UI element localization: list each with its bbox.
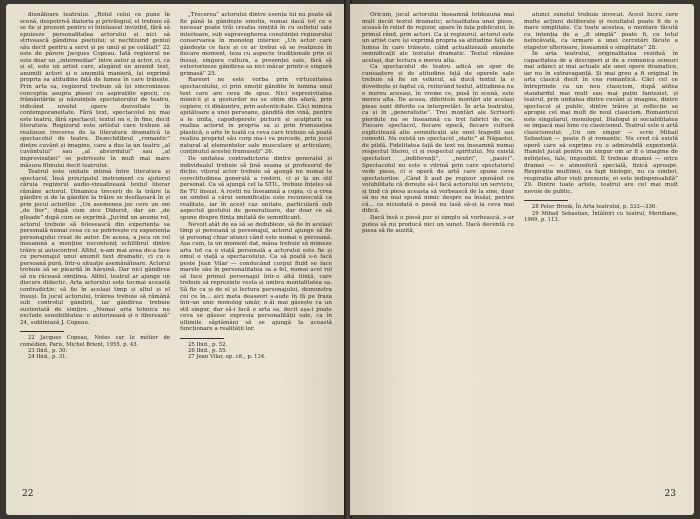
- paragraph: diunăfoare teatrului. „Rolul celui ce pune în scenă, despotrivă diatoria și privilegiul, el trebuie să se fie și prezent pentru ei înteleasul invizibil, fără să epuizeze personalitatea actorului și nici să strivească gândirea poetului; și nechtiuind geniul său decit pentru a servi și pe unul și pe celălalt” 22 este de părere Jacques Copeau. Iată regizorul ne este doar un „intermediar” între autor și actor, ci, ca și el, este un artist care, alegând un anumit text, anumiti actori și o anumită manieră, își exprimă propria sa atitudine față de lumea în care trăiește. Prin arta sa, regizorul trebuie să își sincronizeze conceptia asupra piesei cu aspirațiile epocii, cu frământările și năzuințele spectatorului de teatru, ridicând nivelul opere dezvoltate în contemporaneitate. Fără text, spectacolul nu mai este teatru, fără spectacol, textul nu e, în fine, decit literatura. Regizorul este artistul care trebuie să realizeze trecerea de la literatura dramatică la spectacolul de teatru. Dezechilibrul „romantic” dintre cuvânt și imagine, care a dus la un teatru „al cuvântului” sau „al absurdului” sau „al improvizației” se potriveste în mult mai mare măsura filmului decit teatrului.: [20, 12, 170, 169]
- footnote-rule: [20, 331, 64, 332]
- right-page-column-2: [524, 12, 678, 223]
- paragraph: Dacă însă o piesă pur și simplu să vorbească, s-ar putea să nu producă nici un sunet. Dacă decentă cu piesa să fie auzită,: [362, 214, 514, 235]
- footnote: 24 Ibid., p. 31.: [28, 354, 68, 361]
- left-page-column-1: [20, 12, 170, 360]
- footnote: 28 Peter Brook, În Arta teatrului, p. 333—336.: [532, 204, 657, 211]
- paragraph: Rareori ne este vorba prin virtuozitatea spectacolului, ci prin emoții gândite în lumina unui text care are ceva de spus. Nici expresivitatea mimicii și a gesturilor nu se obțin din afară, prin copiere, ci dinăuntru, prin autenticitate. Căci mimica ajutătoare a unei persoane, gândită din vină, pentru a le imita, capodoperele picturii și sculpturii va realiza actorul în propria sa și prin frumusețea plastică, o arte în toată ca ceva care trebuie să poată realiza propriul său corp ma-i va purcede, prin jocul natural al elementelor sale musculare și articulare, conținutul acestei frumuseți” 26.: [180, 77, 332, 156]
- footnote: 26 Ibid., p. 55.: [188, 348, 228, 355]
- footnote: 23 Ibid., p. 30.: [28, 347, 68, 354]
- right-page: [350, 4, 694, 515]
- paragraph: Nevoit atât de ea să se dedubleze, să fie în același timp și persoană și personajul, actorul ajunge să fie și personaj chiar atunci când este numai o persoană. Așa cum, la un moment dat, mâna trebuie să mimeze arta tot ca o viață personală a actorului este fie și omul o viață a spectacolului. Ca să poată s-o facă peste Jean Vilar — conducând corpul fluid se face marele său în personalitatea sa a fel, numai acel rol să face primul personajul într-o altă ființă, care trebuie să reprezinte vesta și umbra mentalitatea sa. Să fie ca și de el și lectura personajului, demonstra cei ce în... aici meta deaseori s-aude în fă pe fraza într-un unic monolog umăr, n-ăi mai găsește ca un stil singur, dar să-i facă o arta sa, decit așa-i poate ceva se găsesc expresia personalității sale, ca în ultimile săptămâni să se ajungă la această funcționare a realității lor.: [180, 221, 332, 333]
- footnote: 27 Jean Vilar, op. cit., p. 134.: [188, 354, 266, 361]
- left-page: [6, 4, 346, 515]
- footnote: 22 Jacques Copeau, Notes sur le métier de comédien, Paris, Michel Brient, 1955, p. 43.: [20, 335, 170, 348]
- page-number: 23: [664, 489, 676, 499]
- page-number: 22: [22, 489, 34, 499]
- left-page-column-2: [180, 12, 332, 361]
- footnote: 29 Mihail Sebastian, Întâlniri cu teatrul, Meridiane, 1969, p. 113.: [524, 210, 678, 223]
- paragraph: De unitatea contradictorie dintre generalul și individualul trebuie să țină seama și profesorul de dicție; vițorul actor trebuie să ajungă nu numai la corectitudinea generală a rostirii, ci și la un stil personal. Ca să ajungă cel la STIL, trebuie înțeles să fie TU însuși. A rostii nu înseamnă a copia, ci a crea un simbol a cărui semnificație este recunoscută ca realitate, iar în acest caz unitate, particulară sub aspectul gestului de generalizare, dar doar ce să spune despre ființa imitată de semnificant.: [180, 156, 332, 221]
- paragraph: Oricum, jocul actorului înseamnă totdeauna mai mult decât textul dramatic; actualitatea unei piese, scoasă în relief de regizor, apare în fața publicului, în primul rând, prin actori. Ca și regizorul, actorul este un artist care își exprimă propria sa atitudine față de lumea în care trăiește, când actualizează anumite semnificații ale textului dramatic. Textul rămâne același, dar lectura e mereu alta.: [362, 12, 514, 64]
- right-page-column-1: [362, 12, 514, 235]
- footnote: 25 Ibid., p. 52.: [188, 341, 228, 348]
- paragraph: Ca spectacolul de teatru adică un spor de cunoaștere și de atitudine față de operele sale trebuie să fie un vehicul, să ducă textul la o dovedește și faptul că, reiterând textul, atitudinea nu e mereu aceeași, în vreme ce, pusă în scenă, este mereu alta. De aceea, diferitele montări ale același piese sunt diferite ca interpretări. În arta teatrului, ca și în „generalistie”. Trei montări ale Scrisorii pierdute nu se înseamnă cu trei fabrici de cie. Fiecare spectacol, fiecare epocă, fiecare cultură explicitează alte semnificații ale unei tragedii sau comedii. Nu există un spectacol „static” al Năpastei, de pildă. Fidelitatea față de text nu înseamnă numai respectul literei, ci și respectul spiritului. Nu există spectatori „indiferenți”, „neutri”, „pasivi”. Spectacolul nu este o vitrină prin care spectatorul vede piesa, ci o operă de artă care spune ceva spectatorilor. „Când îl aud pe regizor spunând cu volubilitate că dorește să-i facă actorului un serviciu, și tind că piesa aceasta să vorbească de la sine, doar să nu ne mai spună nimic despre ea însăși, pentru că... ca niciodată o piesă nu lasă să-și ia ceva mai dificil.: [362, 64, 514, 215]
- paragraph: Teatrul este unitate intimă între literatura și spectacol. Însă principalul instrument cu ajutorul căruia regizorul audio-vizualizează textul literar rămâne actorul. Dinamica trecerii de la trăire la gândire și de la gândire la trăire se desfășoară în și prin jocul actorilor. „Un asemenea joc cere un om „de fier”, după cum zice Diderot, dar un „de glisade” după cum se exprimă „Jucind un anume rol, actorul trebuie să folosească din experiența sa personală numai ceea ce se potrivește cu experiența personajului creat de autor. De aceea, a juca un rol înseamnă a menține neconteniț echilibrul dintre trăire și autocontrol. Altfel, n-am mai avea de-a face cu personajul unui anumit text dramatic, ci cu o persoană pură, într-o situație asemănătoare. Actorul trebuie să se pieardă în hârșină. Dar nici gândirea să nu răceasă simțirea. Altfel, teatrul ar ajunge un discurs didactic. Arta actorului este tocmai această contradicție: să fie în același timp și altul și el însuși. În jocul actorului, trăirea trebuie să rămână sub controlul gândirii, iar gândirea trebuie sustentată de simțire. „Numai arta tehnica nu exclude sensibilitatea: o autorizează și o liberează” 24, subliniază J. Copeau.: [20, 169, 170, 326]
- footnote-rule: [180, 338, 224, 339]
- paragraph: În arta teatrului, originalitatea reziduă în capacitatea de a descoperi și de a comunica sensuri mai adânci și mai actuale ale unei opere dramatice, iar nu în extravaganță. Și mai greu a fi original în arta clasică decit în cea romantică. Căci cel ce întreprinde ca un nou clasicism, după atitea standardul mai mult sau mai puțin fantezist, și teatrul, prin unitatea dintre cuvânt și imagine, dintre spectacol și public, dintre trăire și reflecție se apropie cel mai mult de noul clasicism. Romanticul este singularul, monologul. Dialogul și sociabilitatea se impacă mai bine cu clasicismul. Teatrul este o artă clasicismului. „Un om singur — scrie Mihail Sebastian — poate fi și romantic. Nu cred că există operă care să exprime cu o admirabilă experiență. Hamlet jucat pentru un singur om ar fi o imagine de neînțeles, fals, imposibil. Îl trebuie dramei — orice dramei — o atmosferă specială, fizică aproape. Respirația multimii, ca fapt biologic, nu ca simbol, respirația altor vieți prezente, ei este indispensabilă” 29. Dintre toate artele, teatrul are cel mai mult nevoie de public.: [524, 51, 678, 195]
- paragraph: atunci sunetul trebuie invocat. Acest lucru cere multe acțiuni deliberate și rezultatul poate fi de o mare simplitate. Cu toate acestea, o montare făcută cu intenția de a „fi simplă” poate fi, cu totul neîncăvată, ca urmare a unei cercetări făcute a etapelor ulterioare, înseamnă o simplitate” 28.: [524, 12, 678, 51]
- footnote-rule: [524, 200, 568, 201]
- paragraph: „Trecerea” actorului dintre esența lui nu poate să fie până la gândește emotia, numai dacă tot ce e necesar poate trăi creatia simțită în cu sufletul sale interioare, sub supravegherea conștiinței regizorului conservarea în monolog interior. „Un actor care gândește ce face și ce ar trebui să se realizeze în fiecare moment, teza cu aspecte tradiționale prin el însuși, singura cultura, a prezenței sale, fără să exteriorizeze gândirea sa nici măcar printr-o singură grimasă” 25.: [180, 12, 332, 77]
